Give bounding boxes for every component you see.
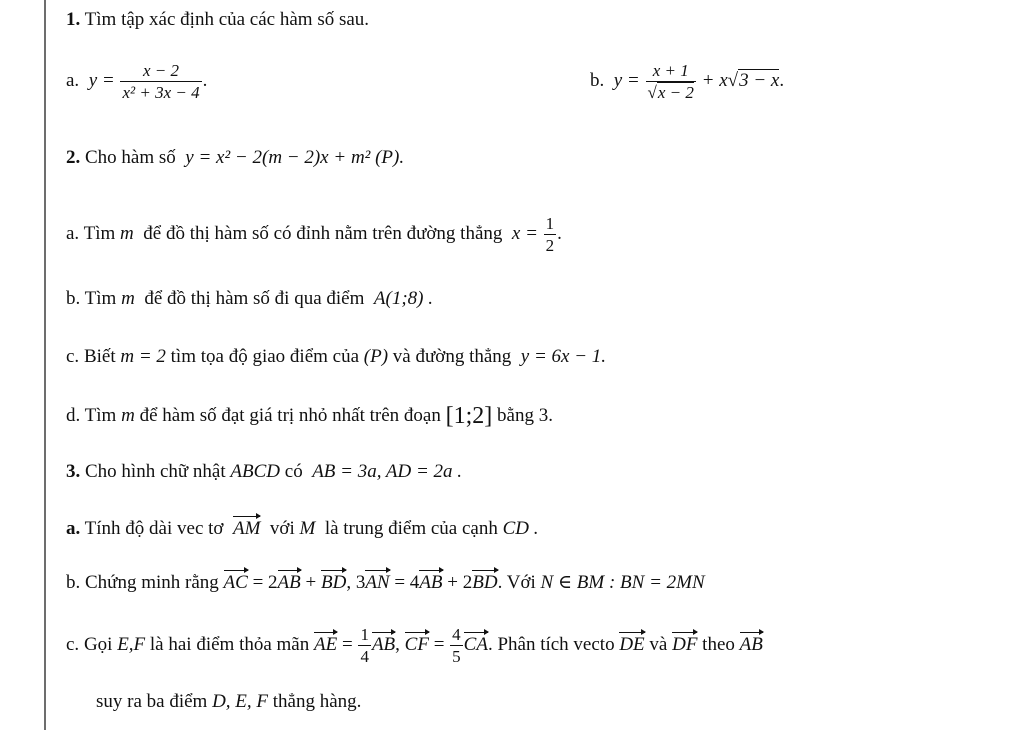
q3-b: b. Chứng minh rằng AC = 2AB + BD, 3AN = 4AB + 2BD. Với N ∈ BM : BN = 2MN (66, 572, 705, 593)
vector-am: AM (232, 518, 261, 539)
q1-a-fraction: $\frac{x - 2}{\text{x² + 3x − 4}}$ (122, 61, 200, 102)
q1-a: a. y = $\frac{x - 2}{\text{x² + 3x − 4}}$ . (66, 61, 208, 102)
q1-title: Tìm tập xác định của các hàm số sau. (84, 9, 370, 30)
page-margin-line (44, 0, 46, 730)
q1-b: b. y = $\frac{x + 1}{√x - 2}$ + x√3 − x. (590, 61, 785, 102)
q3-c-line2: suy ra ba điểm D, E, F thẳng hàng. (96, 691, 362, 712)
q3-heading: 3. Cho hình chữ nhật ABCD có AB = 3a, AD = 2a . (66, 461, 463, 482)
q1-b-fraction: $\frac{x + 1}{√x - 2}$ (647, 61, 694, 102)
q2-d: d. Tìm m để hàm số đạt giá trị nhỏ nhất trên đoạn [1;2] bằng 3. (66, 403, 553, 429)
q2-c: c. Biết m = 2 tìm tọa độ giao điểm của (P) và đường thẳng y = 6x − 1. (66, 346, 607, 367)
q2-a-fraction: $\frac{1}{2}$ (545, 214, 555, 255)
q2-heading: 2. Cho hàm số y = x² − 2(m − 2)x + m² (P). (66, 147, 405, 168)
q3-a: a. Tính độ dài vec tơ AM với M là trung điểm của cạnh CD . (66, 518, 539, 539)
q1-heading: 1. Tìm tập xác định của các hàm số sau. (66, 9, 370, 30)
q2-b: b. Tìm m để đồ thị hàm số đi qua điểm A(1;8) . (66, 288, 433, 309)
q2-a: a. Tìm m để đồ thị hàm số có đỉnh nằm trên đường thẳng x = $\frac{1}{2}$ . (66, 214, 562, 255)
q3-c: c. Gọi E,F là hai điểm thỏa mãn AE = $\frac{1}{4}$ AB, CF = $\frac{4}{5}$ CA. Phân tích vecto DE và DF theo AB (66, 625, 763, 666)
q2-formula: y = x² − 2(m − 2)x + m² (P). (185, 147, 405, 168)
